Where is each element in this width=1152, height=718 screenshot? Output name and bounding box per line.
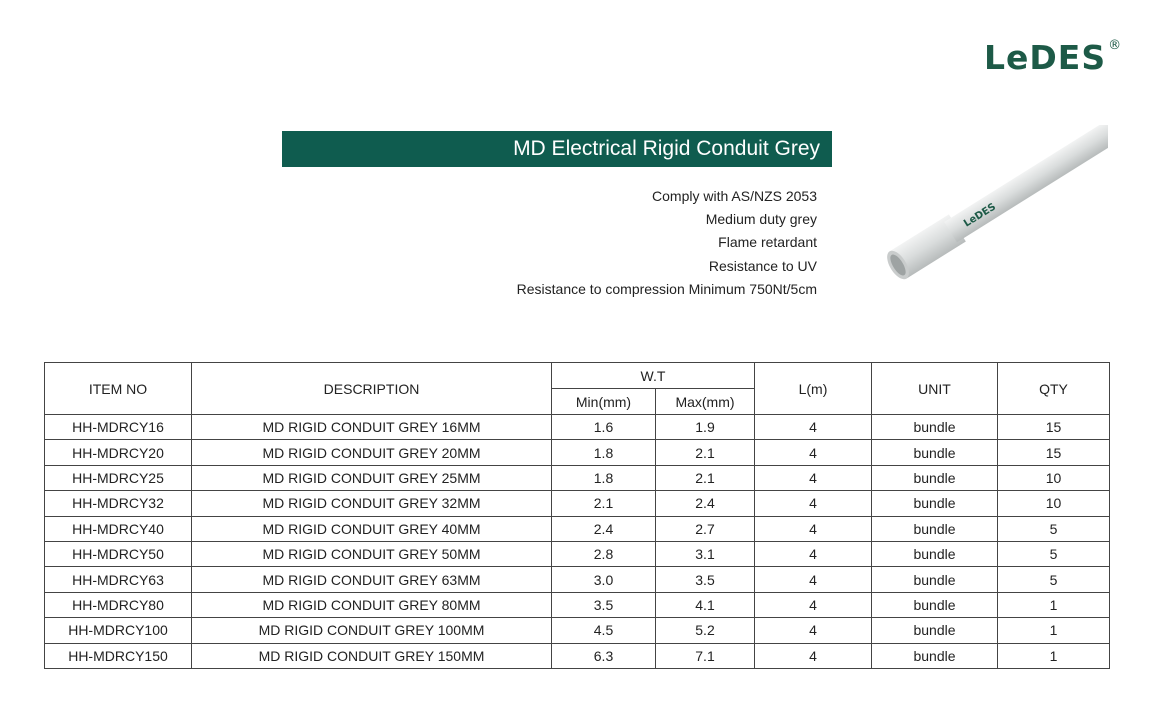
cell-length: 4 xyxy=(755,643,872,668)
cell-unit: bundle xyxy=(872,618,998,643)
spec-table xyxy=(44,362,1110,669)
header-qty: QTY xyxy=(998,363,1110,415)
cell-item-no: HH-MDRCY63 xyxy=(45,567,192,592)
cell-item-no: HH-MDRCY32 xyxy=(45,491,192,516)
cell-wt-min: 3.0 xyxy=(552,567,656,592)
table-row xyxy=(45,643,1110,668)
cell-description: MD RIGID CONDUIT GREY 100MM xyxy=(192,618,552,643)
feature-item: Resistance to UV xyxy=(708,257,817,274)
cell-length: 4 xyxy=(755,440,872,465)
cell-wt-min: 1.6 xyxy=(552,415,656,440)
cell-description: MD RIGID CONDUIT GREY 63MM xyxy=(192,567,552,592)
table-row xyxy=(45,415,1110,440)
cell-wt-max: 1.9 xyxy=(656,415,755,440)
table-row xyxy=(45,567,1110,592)
cell-wt-min: 1.8 xyxy=(552,465,656,490)
cell-item-no: HH-MDRCY50 xyxy=(45,541,192,566)
cell-wt-max: 2.7 xyxy=(656,516,755,541)
cell-qty: 5 xyxy=(998,516,1110,541)
cell-qty: 5 xyxy=(998,541,1110,566)
feature-item: Comply with AS/NZS 2053 xyxy=(652,188,817,204)
table-row xyxy=(45,491,1110,516)
cell-wt-min: 4.5 xyxy=(552,618,656,643)
cell-qty: 15 xyxy=(998,440,1110,465)
cell-unit: bundle xyxy=(872,491,998,516)
cell-length: 4 xyxy=(755,491,872,516)
cell-length: 4 xyxy=(755,592,872,617)
cell-unit: bundle xyxy=(872,440,998,465)
cell-qty: 1 xyxy=(998,618,1110,643)
cell-qty: 5 xyxy=(998,567,1110,592)
cell-wt-max: 4.1 xyxy=(656,592,755,617)
table-row xyxy=(45,541,1110,566)
cell-wt-max: 2.1 xyxy=(656,465,755,490)
cell-length: 4 xyxy=(755,465,872,490)
pipe-logo-print: LeDES xyxy=(962,201,998,230)
cell-description: MD RIGID CONDUIT GREY 150MM xyxy=(192,643,552,668)
table-row xyxy=(45,465,1110,490)
header-description: DESCRIPTION xyxy=(192,363,552,415)
cell-length: 4 xyxy=(755,516,872,541)
product-title-banner: MD Electrical Rigid Conduit Grey xyxy=(282,131,832,167)
cell-wt-min: 2.4 xyxy=(552,516,656,541)
cell-qty: 1 xyxy=(998,592,1110,617)
cell-length: 4 xyxy=(755,541,872,566)
cell-length: 4 xyxy=(755,618,872,643)
table-row xyxy=(45,516,1110,541)
cell-length: 4 xyxy=(755,415,872,440)
cell-unit: bundle xyxy=(872,465,998,490)
feature-item: Medium duty grey xyxy=(705,211,817,228)
cell-unit: bundle xyxy=(872,643,998,668)
feature-item: Resistance to compression Minimum 750Nt/5cm xyxy=(516,280,817,297)
cell-item-no: HH-MDRCY20 xyxy=(45,440,192,465)
header-unit: UNIT xyxy=(872,363,998,415)
cell-unit: bundle xyxy=(872,592,998,617)
cell-item-no: HH-MDRCY100 xyxy=(45,618,192,643)
cell-description: MD RIGID CONDUIT GREY 32MM xyxy=(192,491,552,516)
cell-qty: 15 xyxy=(998,415,1110,440)
cell-item-no: HH-MDRCY16 xyxy=(45,415,192,440)
cell-wt-max: 2.1 xyxy=(656,440,755,465)
cell-description: MD RIGID CONDUIT GREY 40MM xyxy=(192,516,552,541)
cell-item-no: HH-MDRCY25 xyxy=(45,465,192,490)
header-max: Max(mm) xyxy=(656,389,755,415)
cell-wt-min: 2.1 xyxy=(552,491,656,516)
conduit-pipe-image xyxy=(878,125,1108,295)
cell-description: MD RIGID CONDUIT GREY 80MM xyxy=(192,592,552,617)
feature-item: Flame retardant xyxy=(718,234,817,251)
cell-description: MD RIGID CONDUIT GREY 50MM xyxy=(192,541,552,566)
table-row xyxy=(45,618,1110,643)
cell-wt-min: 3.5 xyxy=(552,592,656,617)
cell-wt-max: 2.4 xyxy=(656,491,755,516)
logo-text: LeDES xyxy=(984,38,1107,77)
cell-wt-max: 7.1 xyxy=(656,643,755,668)
ledes-logo xyxy=(984,38,1122,78)
cell-description: MD RIGID CONDUIT GREY 20MM xyxy=(192,440,552,465)
header-min: Min(mm) xyxy=(552,389,656,415)
cell-item-no: HH-MDRCY80 xyxy=(45,592,192,617)
cell-qty: 10 xyxy=(998,491,1110,516)
table-row xyxy=(45,440,1110,465)
cell-length: 4 xyxy=(755,567,872,592)
cell-wt-max: 5.2 xyxy=(656,618,755,643)
cell-wt-min: 1.8 xyxy=(552,440,656,465)
cell-description: MD RIGID CONDUIT GREY 16MM xyxy=(192,415,552,440)
header-item-no: ITEM NO xyxy=(45,363,192,415)
cell-wt-min: 2.8 xyxy=(552,541,656,566)
cell-unit: bundle xyxy=(872,541,998,566)
cell-item-no: HH-MDRCY40 xyxy=(45,516,192,541)
cell-wt-min: 6.3 xyxy=(552,643,656,668)
header-wt: W.T xyxy=(552,363,755,389)
cell-wt-max: 3.5 xyxy=(656,567,755,592)
cell-description: MD RIGID CONDUIT GREY 25MM xyxy=(192,465,552,490)
cell-qty: 1 xyxy=(998,643,1110,668)
table-row xyxy=(45,592,1110,617)
cell-wt-max: 3.1 xyxy=(656,541,755,566)
feature-list xyxy=(517,185,817,301)
cell-unit: bundle xyxy=(872,567,998,592)
registered-mark: ® xyxy=(1108,38,1123,53)
cell-qty: 10 xyxy=(998,465,1110,490)
cell-unit: bundle xyxy=(872,516,998,541)
header-length: L(m) xyxy=(755,363,872,415)
cell-item-no: HH-MDRCY150 xyxy=(45,643,192,668)
cell-unit: bundle xyxy=(872,415,998,440)
